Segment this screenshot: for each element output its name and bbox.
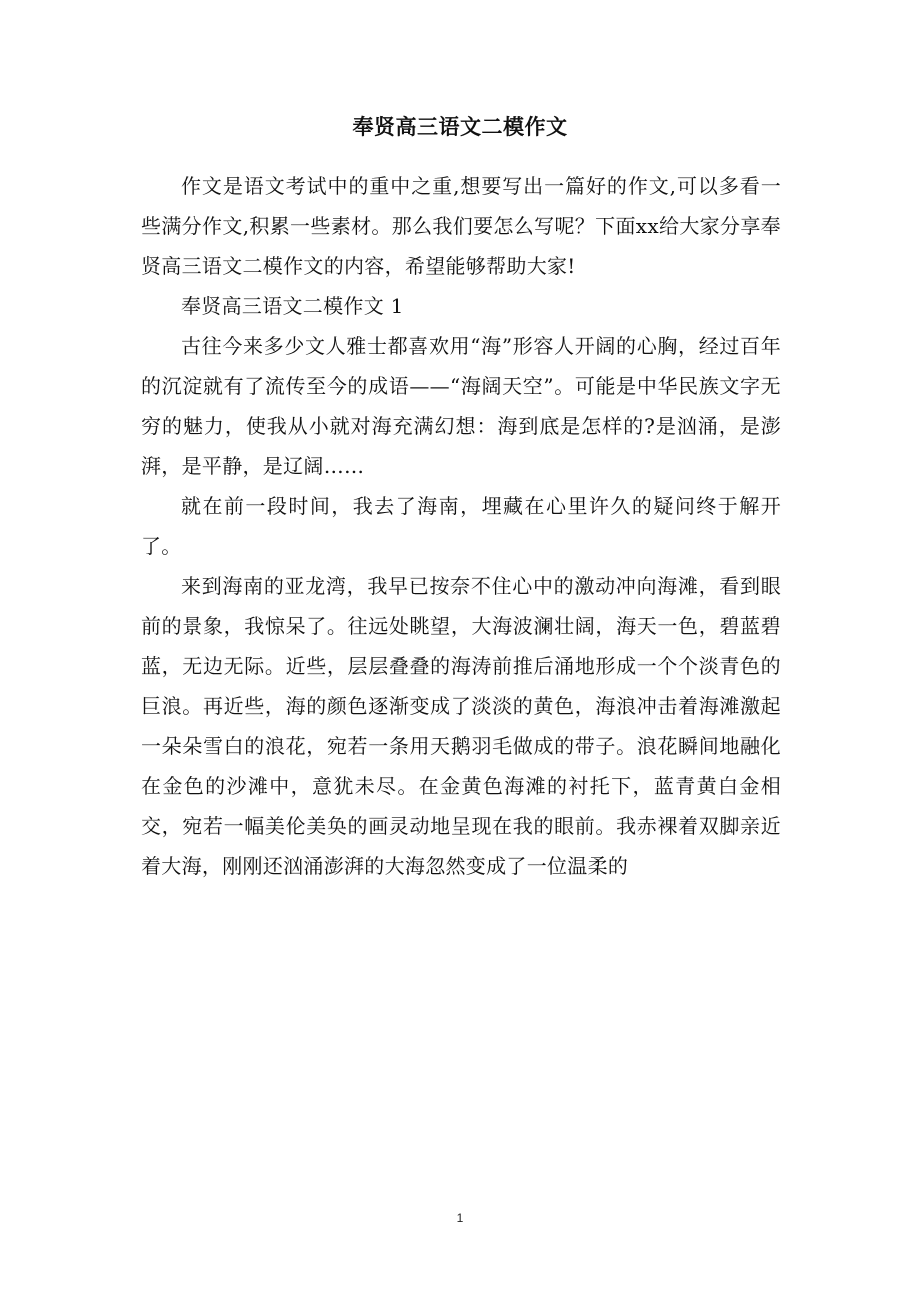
- section-heading: 奉贤高三语文二模作文 1: [181, 294, 404, 318]
- document-body: [141, 166, 781, 886]
- paragraph-1: 古往今来多少文人雅士都喜欢用“海”形容人开阔的心胸，经过百年的沉淀就有了流传至今的成语——“海阔天空”。可能是中华民族文字无穷的魅力，使我从小就对海充满幻想：海到底是怎样的?是汹涌，是澎湃，是平静，是辽阔……: [141, 334, 781, 478]
- paragraph-2: 就在前一段时间，我去了海南，埋藏在心里许久的疑问终于解开了。: [141, 494, 781, 558]
- document-title: 奉贤高三语文二模作文: [352, 114, 568, 139]
- paragraph-intro: 作文是语文考试中的重中之重,想要写出一篇好的作文,可以多看一些满分作文,积累一些素材。那么我们要怎么写呢？下面xx给大家分享奉贤高三语文二模作文的内容，希望能够帮助大家!: [141, 174, 781, 278]
- paragraph-3: 来到海南的亚龙湾，我早已按奈不住心中的激动冲向海滩，看到眼前的景象，我惊呆了。往远处眺望，大海波澜壮阔，海天一色，碧蓝碧蓝，无边无际。近些，层层叠叠的海涛前推后涌地形成一个个淡青色的巨浪。再近些，海的颜色逐渐变成了淡淡的黄色，海浪冲击着海滩激起一朵朵雪白的浪花，宛若一条用天鹅羽毛做成的带子。浪花瞬间地融化在金色的沙滩中，意犹未尽。在金黄色海滩的衬托下，蓝青黄白金相交，宛若一幅美伦美奂的画灵动地呈现在我的眼前。我赤裸着双脚亲近着大海，刚刚还汹涌澎湃的大海忽然变成了一位温柔的: [141, 574, 781, 878]
- page-number: 1: [456, 1211, 464, 1225]
